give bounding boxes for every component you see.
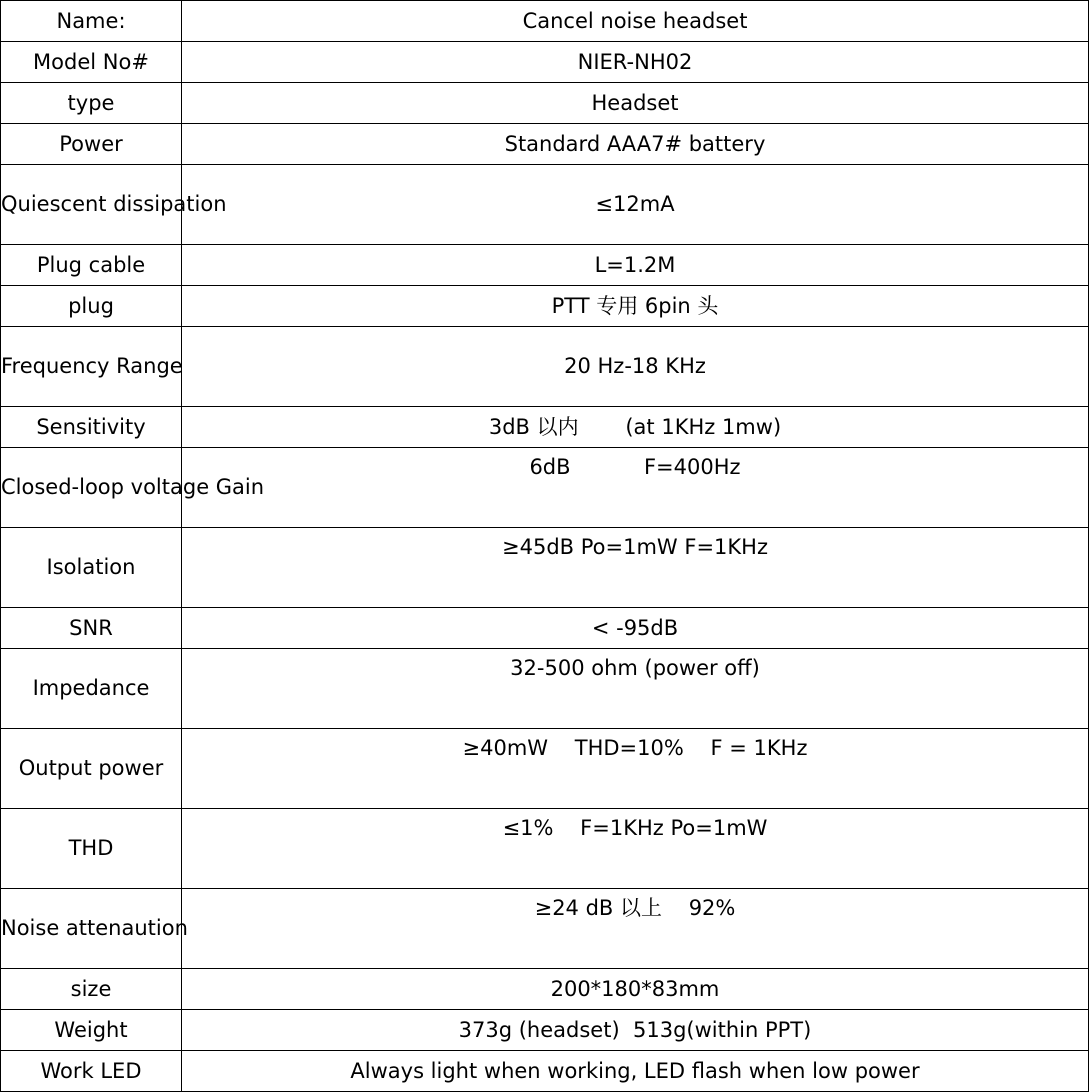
table-row bbox=[1, 649, 1089, 729]
row-label-name: Name: bbox=[1, 1, 182, 42]
table-row bbox=[1, 448, 1089, 528]
row-value-closed-loop-gain: 6dB F=400Hz bbox=[182, 448, 1089, 528]
row-label-thd: THD bbox=[1, 809, 182, 889]
table-row bbox=[1, 1051, 1089, 1092]
row-label-work-led: Work LED bbox=[1, 1051, 182, 1092]
table-row bbox=[1, 969, 1089, 1010]
table-row bbox=[1, 608, 1089, 649]
table-row bbox=[1, 1010, 1089, 1051]
row-label-quiescent-dissipation: Quiescent dissipation bbox=[1, 165, 182, 245]
row-label-weight: Weight bbox=[1, 1010, 182, 1051]
row-label-plug: plug bbox=[1, 286, 182, 327]
row-value-sensitivity: 3dB 以内 (at 1KHz 1mw) bbox=[182, 407, 1089, 448]
row-label-isolation: Isolation bbox=[1, 528, 182, 608]
row-label-closed-loop-gain: Closed-loop voltage Gain bbox=[1, 448, 182, 528]
row-label-type: type bbox=[1, 83, 182, 124]
row-value-noise-attenaution: ≥24 dB 以上 92% bbox=[182, 889, 1089, 969]
row-value-thd: ≤1% F=1KHz Po=1mW bbox=[182, 809, 1089, 889]
table-row bbox=[1, 1, 1089, 42]
table-row bbox=[1, 729, 1089, 809]
row-value-plug: PTT 专用 6pin 头 bbox=[182, 286, 1089, 327]
row-value-impedance: 32-500 ohm (power off) bbox=[182, 649, 1089, 729]
row-label-snr: SNR bbox=[1, 608, 182, 649]
row-value-weight: 373g (headset) 513g(within PPT) bbox=[182, 1010, 1089, 1051]
table-row bbox=[1, 809, 1089, 889]
table-row bbox=[1, 42, 1089, 83]
row-value-model: NIER-NH02 bbox=[182, 42, 1089, 83]
row-value-size: 200*180*83mm bbox=[182, 969, 1089, 1010]
table-row bbox=[1, 165, 1089, 245]
table-row bbox=[1, 528, 1089, 608]
row-value-frequency-range: 20 Hz-18 KHz bbox=[182, 327, 1089, 407]
row-label-impedance: Impedance bbox=[1, 649, 182, 729]
row-label-output-power: Output power bbox=[1, 729, 182, 809]
row-label-model: Model No# bbox=[1, 42, 182, 83]
row-label-noise-attenaution: Noise attenaution bbox=[1, 889, 182, 969]
row-value-quiescent-dissipation: ≤12mA bbox=[182, 165, 1089, 245]
table-row bbox=[1, 286, 1089, 327]
row-value-plug-cable: L=1.2M bbox=[182, 245, 1089, 286]
table-row bbox=[1, 407, 1089, 448]
table-row bbox=[1, 889, 1089, 969]
table-row bbox=[1, 327, 1089, 407]
table-row bbox=[1, 124, 1089, 165]
row-label-frequency-range: Frequency Range bbox=[1, 327, 182, 407]
row-value-output-power: ≥40mW THD=10% F = 1KHz bbox=[182, 729, 1089, 809]
table-row bbox=[1, 83, 1089, 124]
row-value-power: Standard AAA7# battery bbox=[182, 124, 1089, 165]
row-label-sensitivity: Sensitivity bbox=[1, 407, 182, 448]
row-label-power: Power bbox=[1, 124, 182, 165]
row-label-plug-cable: Plug cable bbox=[1, 245, 182, 286]
row-value-type: Headset bbox=[182, 83, 1089, 124]
row-value-isolation: ≥45dB Po=1mW F=1KHz bbox=[182, 528, 1089, 608]
row-value-work-led: Always light when working, LED flash when low power bbox=[182, 1051, 1089, 1092]
row-value-snr: < -95dB bbox=[182, 608, 1089, 649]
row-value-name: Cancel noise headset bbox=[182, 1, 1089, 42]
table-row bbox=[1, 245, 1089, 286]
row-label-size: size bbox=[1, 969, 182, 1010]
